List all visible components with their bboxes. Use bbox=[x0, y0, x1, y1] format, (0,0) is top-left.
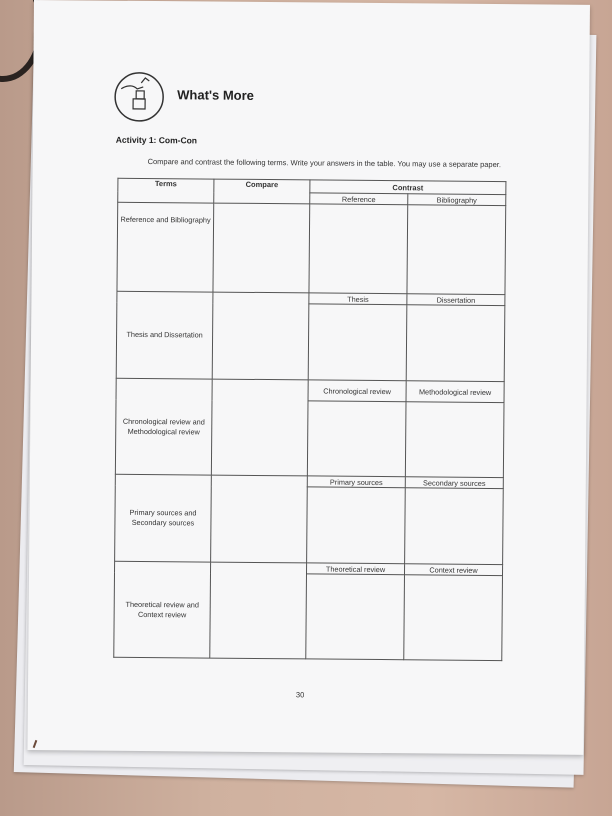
compare-cell[interactable] bbox=[213, 203, 310, 293]
term-cell: Primary sources and Secondary sources bbox=[115, 474, 212, 562]
contrast-label-a: Reference bbox=[310, 193, 408, 205]
contrast-cell[interactable] bbox=[307, 487, 406, 564]
header-contrast: Contrast bbox=[310, 180, 506, 195]
activity-icon bbox=[111, 69, 167, 125]
contrast-cell[interactable] bbox=[405, 488, 504, 565]
compare-cell[interactable] bbox=[211, 475, 308, 563]
term-cell: Theoretical review and Context review bbox=[114, 561, 211, 658]
contrast-cell[interactable] bbox=[306, 574, 405, 660]
contrast-cell[interactable] bbox=[406, 305, 505, 382]
term-cell: Thesis and Dissertation bbox=[116, 291, 213, 379]
compare-cell[interactable] bbox=[212, 292, 309, 380]
page-number: 30 bbox=[295, 690, 305, 700]
contrast-label-a: Chronological review bbox=[308, 380, 406, 402]
contrast-cell[interactable] bbox=[405, 402, 504, 478]
contrast-label-b: Secondary sources bbox=[405, 477, 503, 489]
contrast-cell[interactable] bbox=[307, 401, 406, 477]
contrast-cell[interactable] bbox=[308, 304, 407, 381]
contrast-label-a: Primary sources bbox=[307, 476, 405, 488]
contrast-label-b: Bibliography bbox=[408, 194, 506, 206]
contrast-label-a: Thesis bbox=[309, 293, 407, 305]
activity-title: Activity 1: Com-Con bbox=[115, 134, 198, 146]
contrast-label-b: Context review bbox=[404, 564, 502, 576]
contrast-cell[interactable] bbox=[407, 205, 506, 295]
compare-cell[interactable] bbox=[210, 562, 307, 659]
section-title: What's More bbox=[177, 87, 255, 103]
term-cell: Reference and Bibliography bbox=[117, 202, 214, 292]
contrast-label-b: Methodological review bbox=[406, 381, 504, 403]
contrast-cell[interactable] bbox=[309, 204, 408, 294]
compare-cell[interactable] bbox=[211, 379, 308, 476]
contrast-label-a: Theoretical review bbox=[307, 563, 405, 575]
contrast-cell[interactable] bbox=[404, 575, 503, 661]
term-cell: Chronological review and Methodological review bbox=[115, 378, 212, 475]
worksheet-page bbox=[27, 0, 590, 755]
contrast-label-b: Dissertation bbox=[407, 294, 505, 306]
header-terms: Terms bbox=[118, 178, 214, 203]
instructions-text: Compare and contrast the following terms. Write your answers in the table. You may use a separate paper. bbox=[147, 156, 502, 170]
header-compare: Compare bbox=[214, 179, 310, 204]
com-con-table bbox=[113, 178, 506, 661]
